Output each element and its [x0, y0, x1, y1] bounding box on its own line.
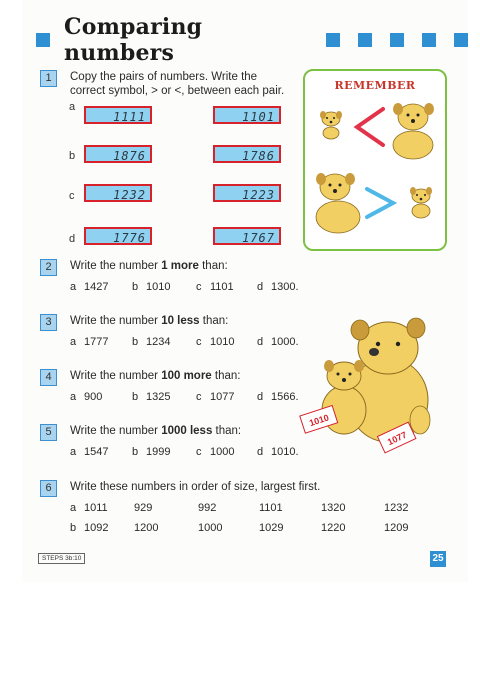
- question-number-5: 5: [40, 424, 57, 441]
- title-square: [326, 33, 340, 47]
- pair-letter-c: c: [69, 190, 75, 202]
- item-value: 1220: [321, 522, 346, 534]
- title-square: [390, 33, 404, 47]
- remember-box: [303, 69, 447, 251]
- item-letter: b: [132, 446, 139, 458]
- title-square: [358, 33, 372, 47]
- less-than-icon: [357, 109, 383, 145]
- item-value: 1029: [259, 522, 284, 534]
- item-letter: b: [132, 281, 139, 293]
- item-value: 1300.: [271, 281, 299, 293]
- lcd-number-d-right: 1767: [213, 227, 281, 245]
- greater-than-icon: [367, 189, 393, 217]
- item-value: 1092: [84, 522, 109, 534]
- title-square-left: [36, 33, 50, 47]
- item-letter: b: [132, 336, 139, 348]
- item-value: 1234: [146, 336, 171, 348]
- bear-illustration: [292, 310, 442, 460]
- item-value: 992: [198, 502, 217, 514]
- card-1077-label: 1077: [385, 429, 409, 448]
- lcd-number-b-left: 1876: [84, 145, 152, 163]
- worksheet-page: [22, 0, 468, 582]
- pair-letter-a: a: [69, 101, 76, 113]
- q1-instruction-line2: correct symbol, > or <, between each pair.: [70, 85, 285, 97]
- item-value: 1101: [210, 281, 234, 293]
- small-bear-icon: [320, 111, 342, 139]
- title-square: [422, 33, 436, 47]
- question-number-6: 6: [40, 480, 57, 497]
- item-value: 1010: [210, 336, 235, 348]
- big-bear-icon: [393, 103, 434, 159]
- steps-code: STEPS 3b:10: [38, 553, 85, 564]
- question-number-4: 4: [40, 369, 57, 386]
- item-value: 1566.: [271, 391, 299, 403]
- lcd-number-c-left: 1232: [84, 184, 152, 202]
- item-value: 1000: [210, 446, 235, 458]
- q6-instruction: Write these numbers in order of size, largest first.: [70, 481, 321, 493]
- question-number-2: 2: [40, 259, 57, 276]
- item-letter: c: [196, 336, 202, 348]
- item-letter: d: [257, 391, 264, 403]
- item-value: 1232: [384, 502, 409, 514]
- lcd-number-d-left: 1776: [84, 227, 152, 245]
- pair-letter-d: d: [69, 233, 76, 245]
- lcd-number-a-left: 1111: [84, 106, 152, 124]
- q3-instruction: Write the number 10 less than:: [70, 315, 229, 327]
- item-value: 1077: [210, 391, 235, 403]
- item-value: 1011: [84, 502, 108, 514]
- pair-letter-b: b: [69, 150, 76, 162]
- lcd-number-c-right: 1223: [213, 184, 281, 202]
- item-letter: c: [196, 281, 202, 293]
- item-letter: d: [257, 446, 264, 458]
- item-value: 1200: [134, 522, 159, 534]
- item-value: 900: [84, 391, 103, 403]
- title-row: [36, 14, 468, 66]
- item-letter: b: [70, 522, 77, 534]
- item-value: 1325: [146, 391, 171, 403]
- item-value: 1010.: [271, 446, 299, 458]
- item-value: 1999: [146, 446, 171, 458]
- item-letter: c: [196, 446, 202, 458]
- item-value: 1547: [84, 446, 109, 458]
- item-letter: a: [70, 391, 77, 403]
- remember-title: REMEMBER: [334, 79, 416, 92]
- page-number: 25: [430, 551, 446, 567]
- item-value: 1000: [198, 522, 223, 534]
- q5-instruction: Write the number 1000 less than:: [70, 425, 242, 437]
- lcd-number-b-right: 1786: [213, 145, 281, 163]
- big-bear-icon: [316, 173, 360, 233]
- page-title: Comparing numbers: [64, 14, 203, 66]
- item-letter: b: [132, 391, 139, 403]
- item-letter: d: [257, 281, 264, 293]
- title-square: [454, 33, 468, 47]
- item-value: 1000.: [271, 336, 299, 348]
- remember-illustration: [305, 71, 445, 249]
- item-letter: a: [70, 336, 77, 348]
- item-letter: d: [257, 336, 264, 348]
- item-value: 1320: [321, 502, 346, 514]
- item-value: 1777: [84, 336, 109, 348]
- item-value: 1209: [384, 522, 409, 534]
- question-number-1: 1: [40, 70, 57, 87]
- item-letter: a: [70, 281, 77, 293]
- q1-instruction-line1: Copy the pairs of numbers. Write the: [70, 71, 258, 83]
- small-bear-icon: [410, 187, 432, 218]
- q2-instruction: Write the number 1 more than:: [70, 260, 228, 272]
- q4-instruction: Write the number 100 more than:: [70, 370, 241, 382]
- title-squares-right: [326, 33, 468, 47]
- item-value: 1427: [84, 281, 109, 293]
- item-letter: a: [70, 446, 77, 458]
- item-value: 1101: [259, 502, 283, 514]
- item-value: 1010: [146, 281, 171, 293]
- item-letter: c: [196, 391, 202, 403]
- item-value: 929: [134, 502, 153, 514]
- lcd-number-a-right: 1101: [213, 106, 281, 124]
- question-number-3: 3: [40, 314, 57, 331]
- item-letter: a: [70, 502, 77, 514]
- card-1010-label: 1010: [307, 412, 331, 429]
